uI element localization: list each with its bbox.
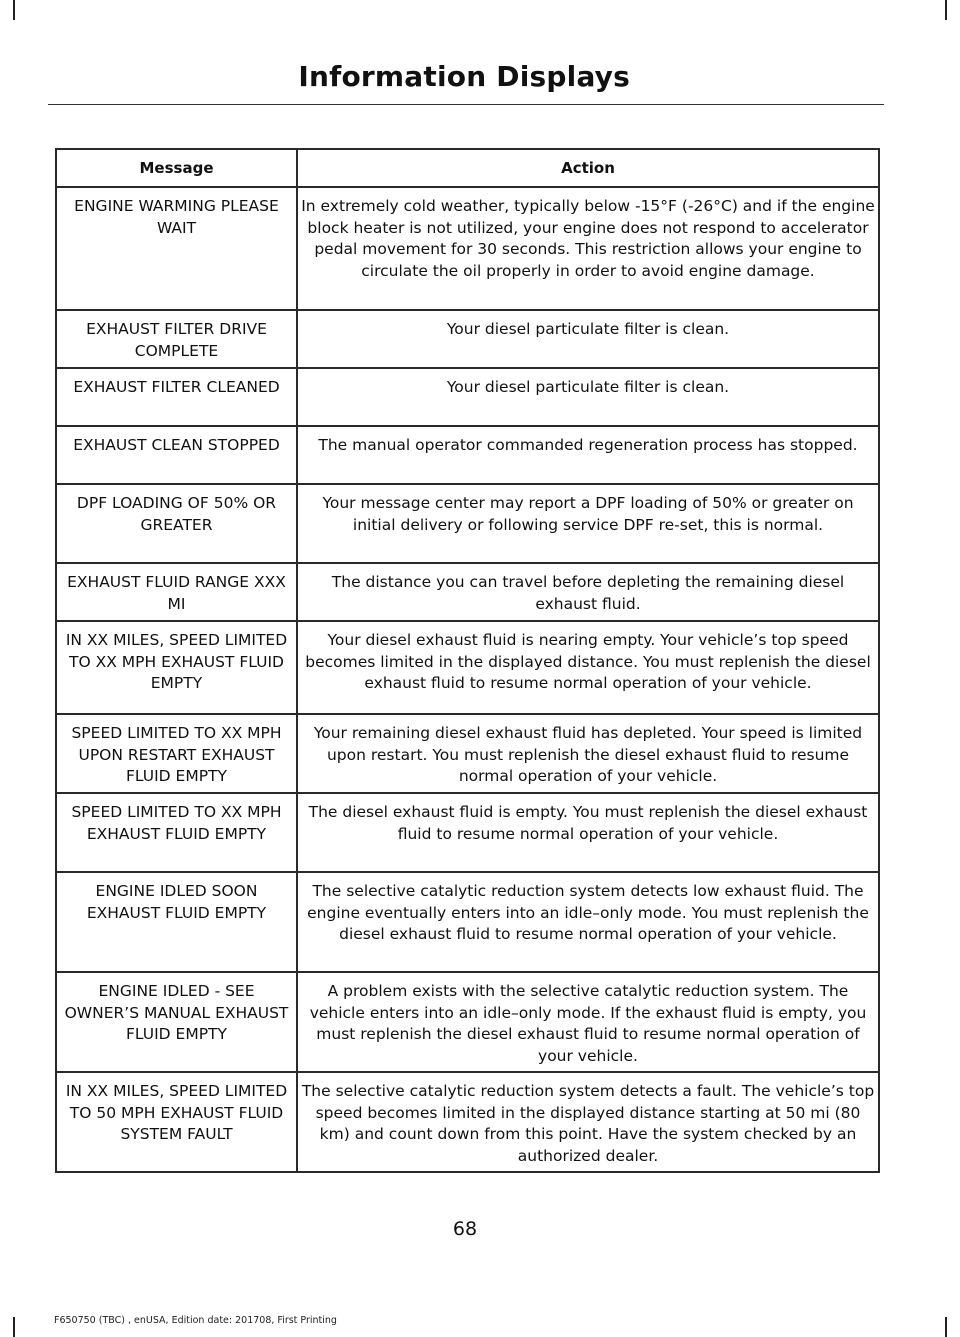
message-cell: IN XX MILES, SPEED LIMITED TO 50 MPH EXHAUST FLUID SYSTEM FAULT — [56, 1072, 297, 1172]
message-cell: ENGINE IDLED SOON EXHAUST FLUID EMPTY — [56, 872, 297, 972]
message-cell: ENGINE IDLED - SEE OWNER’S MANUAL EXHAUST FLUID EMPTY — [56, 972, 297, 1072]
crop-mark-bottom-right — [945, 1317, 947, 1337]
table-row — [56, 563, 879, 621]
crop-mark-bottom-left — [13, 1317, 15, 1337]
action-cell: The manual operator commanded regeneration process has stopped. — [297, 426, 879, 484]
action-cell: The selective catalytic reduction system detects a fault. The vehicle’s top speed becomes limited in the displayed distance starting at 50 mi (80 km) and count down from this point. Have the system checked by an authorized dealer. — [297, 1072, 879, 1172]
page-title: Information Displays — [298, 60, 630, 93]
table-row — [56, 972, 879, 1072]
message-cell: EXHAUST CLEAN STOPPED — [56, 426, 297, 484]
table-row — [56, 714, 879, 793]
page-number: 68 — [452, 1218, 478, 1240]
column-header-message: Message — [56, 149, 297, 187]
action-cell: The distance you can travel before depleting the remaining diesel exhaust fluid. — [297, 563, 879, 621]
action-cell: In extremely cold weather, typically below -15°F (-26°C) and if the engine block heater is not utilized, your engine does not respond to accelerator pedal movement for 30 seconds. This restriction allows your engine to circulate the oil properly in order to avoid engine damage. — [297, 187, 879, 310]
message-cell: IN XX MILES, SPEED LIMITED TO XX MPH EXHAUST FLUID EMPTY — [56, 621, 297, 714]
message-cell: ENGINE WARMING PLEASE WAIT — [56, 187, 297, 310]
message-cell: SPEED LIMITED TO XX MPH EXHAUST FLUID EMPTY — [56, 793, 297, 872]
message-table — [55, 148, 880, 1173]
action-cell: Your message center may report a DPF loading of 50% or greater on initial delivery or following service DPF re-set, this is normal. — [297, 484, 879, 563]
column-header-action: Action — [297, 149, 879, 187]
table-row — [56, 793, 879, 872]
message-cell: DPF LOADING OF 50% OR GREATER — [56, 484, 297, 563]
crop-mark-top-right — [945, 0, 947, 20]
message-cell: SPEED LIMITED TO XX MPH UPON RESTART EXHAUST FLUID EMPTY — [56, 714, 297, 793]
message-cell: EXHAUST FLUID RANGE XXX MI — [56, 563, 297, 621]
title-divider — [48, 104, 884, 105]
crop-mark-top-left — [13, 0, 15, 20]
action-cell: The diesel exhaust fluid is empty. You must replenish the diesel exhaust fluid to resume normal operation of your vehicle. — [297, 793, 879, 872]
action-cell: A problem exists with the selective catalytic reduction system. The vehicle enters into an idle–only mode. If the exhaust fluid is empty, you must replenish the diesel exhaust fluid to resume normal operation of your vehicle. — [297, 972, 879, 1072]
action-cell: The selective catalytic reduction system detects low exhaust fluid. The engine eventually enters into an idle–only mode. You must replenish the diesel exhaust fluid to resume normal operation of your vehicle. — [297, 872, 879, 972]
table-row — [56, 1072, 879, 1172]
action-cell: Your diesel particulate filter is clean. — [297, 368, 879, 426]
table-row — [56, 621, 879, 714]
footer-edition-info: F650750 (TBC) , enUSA, Edition date: 201708, First Printing — [54, 1315, 337, 1326]
action-cell: Your remaining diesel exhaust fluid has depleted. Your speed is limited upon restart. You must replenish the diesel exhaust fluid to resume normal operation of your vehicle. — [297, 714, 879, 793]
table-row — [56, 310, 879, 368]
table-row — [56, 484, 879, 563]
table-row — [56, 368, 879, 426]
action-cell: Your diesel exhaust fluid is nearing empty. Your vehicle’s top speed becomes limited in the displayed distance. You must replenish the diesel exhaust fluid to resume normal operation of your vehicle. — [297, 621, 879, 714]
table-row — [56, 872, 879, 972]
table-row — [56, 187, 879, 310]
table-row — [56, 426, 879, 484]
message-cell: EXHAUST FILTER DRIVE COMPLETE — [56, 310, 297, 368]
action-cell: Your diesel particulate filter is clean. — [297, 310, 879, 368]
message-cell: EXHAUST FILTER CLEANED — [56, 368, 297, 426]
table-header-row — [56, 149, 879, 187]
